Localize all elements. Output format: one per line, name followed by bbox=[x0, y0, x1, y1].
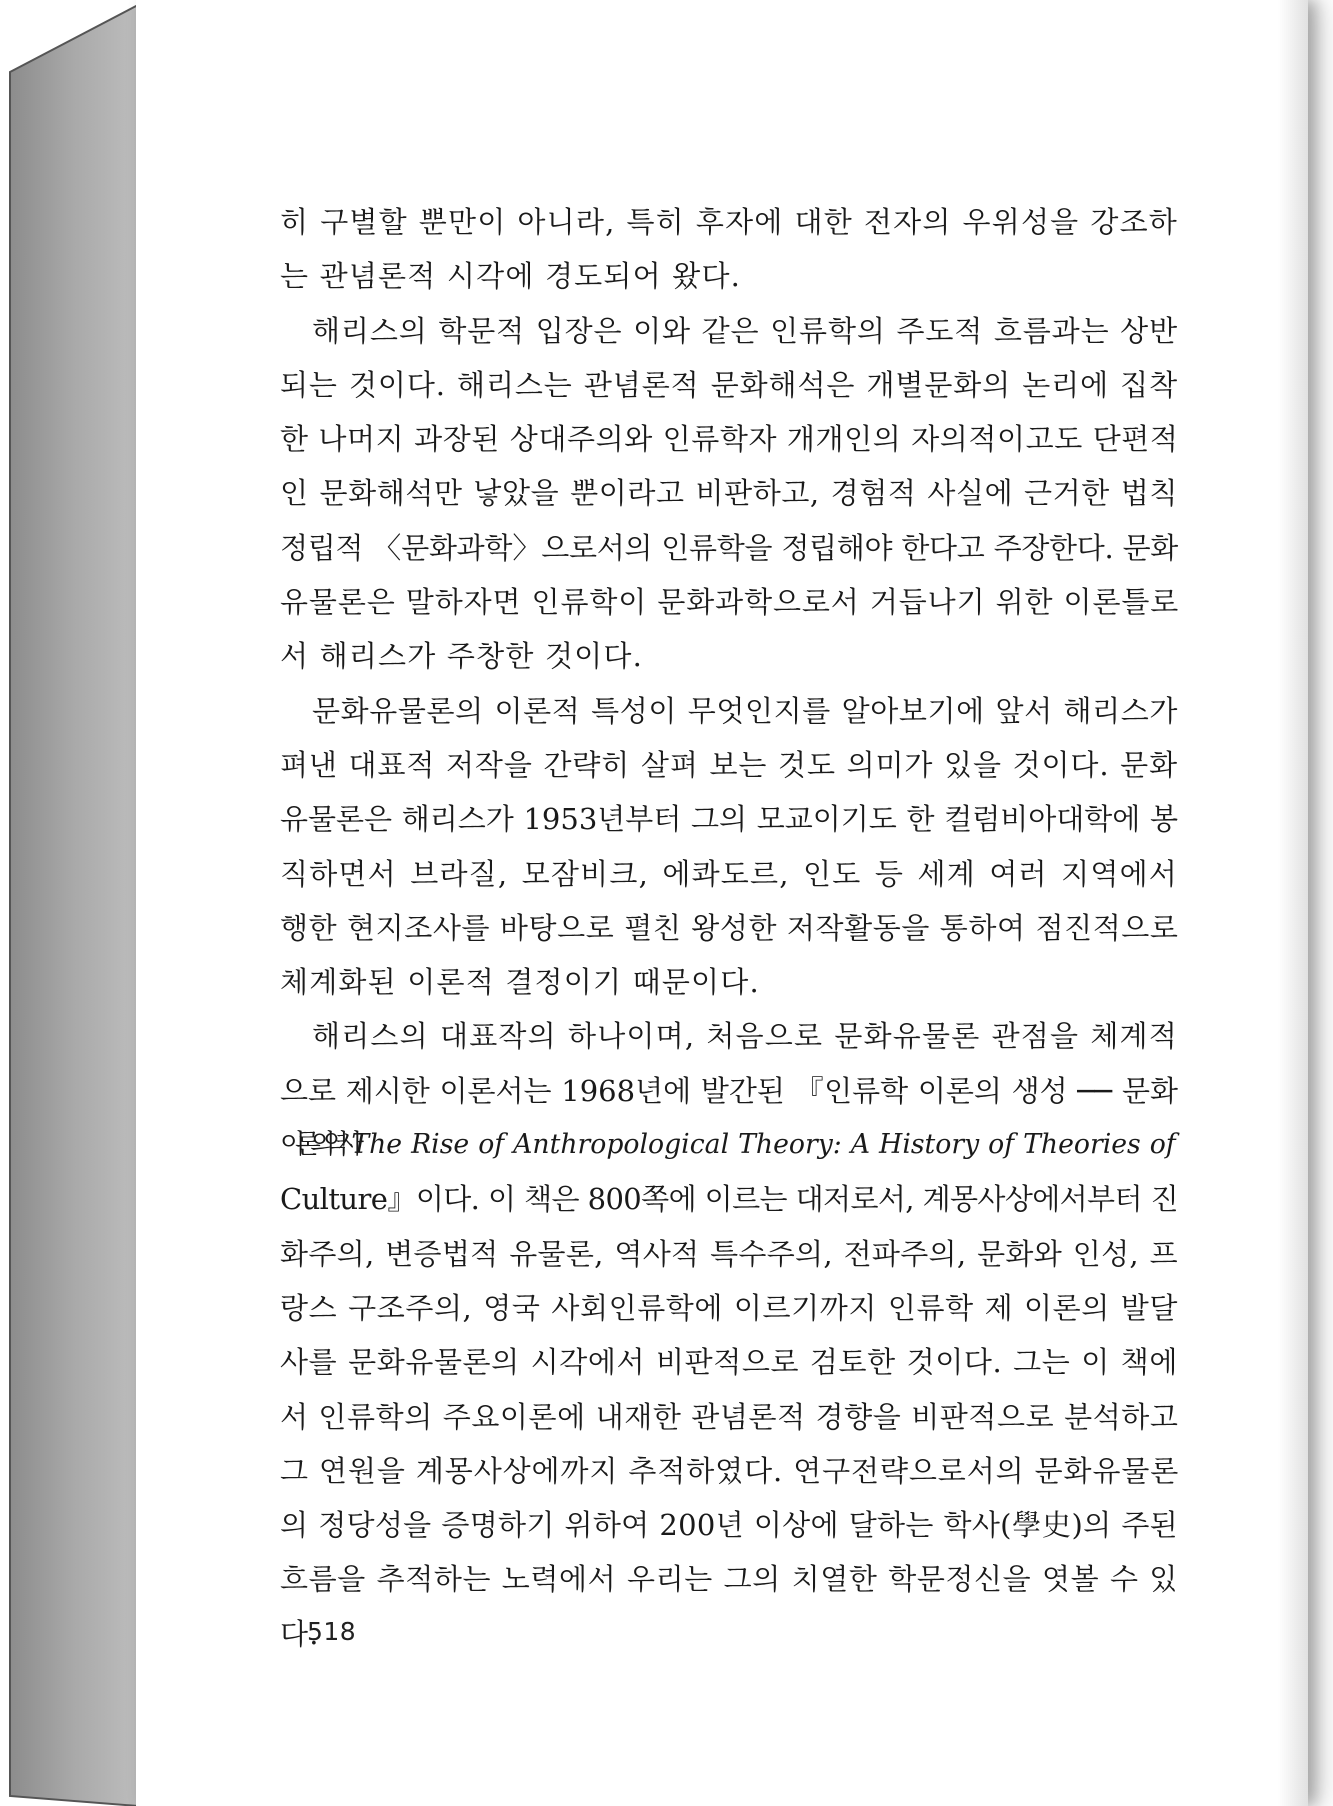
text-line: 다. bbox=[280, 1616, 320, 1651]
text-line-with-title bbox=[280, 1118, 1178, 1172]
page-number: 518 bbox=[307, 1617, 357, 1646]
text-line: 되는 것이다. 해리스는 관념론적 문화해석은 개별문화의 논리에 집착 bbox=[280, 367, 1178, 402]
text-line: 인 문화해석만 낳았을 뿐이라고 비판하고, 경험적 사실에 근거한 법칙 bbox=[280, 476, 1178, 511]
page-edge-shadow bbox=[1278, 0, 1308, 1806]
text-line: 정립적 〈문화과학〉으로서의 인류학을 정립해야 한다고 주장한다. 문화 bbox=[280, 530, 1178, 565]
text-line: 는 관념론적 시각에 경도되어 왔다. bbox=[280, 259, 742, 294]
text-line: 한 나머지 과장된 상대주의와 인류학자 개개인의 자의적이고도 단편적 bbox=[280, 422, 1179, 457]
text-line: Culture』이다. 이 책은 800쪽에 이르는 대저로서, 계몽사상에서부터 진 bbox=[280, 1182, 1178, 1217]
text-line: 펴낸 대표적 저작을 간략히 살펴 보는 것도 의미가 있을 것이다. 문화 bbox=[280, 747, 1178, 782]
text-line: 히 구별할 뿐만이 아니라, 특히 후자에 대한 전자의 우위성을 강조하 bbox=[280, 205, 1178, 239]
text-line: 서 해리스가 주창한 것이다. bbox=[280, 639, 644, 674]
text-line: 사를 문화유물론의 시각에서 비판적으로 검토한 것이다. 그는 이 책에 bbox=[280, 1345, 1178, 1380]
text-line: 화주의, 변증법적 유물론, 역사적 특수주의, 전파주의, 문화와 인성, 프 bbox=[280, 1236, 1178, 1271]
text-line: 서 인류학의 주요이론에 내재한 관념론적 경향을 비판적으로 분석하고 bbox=[280, 1399, 1179, 1434]
text-line: 체계화된 이론적 결정이기 때문이다. bbox=[280, 965, 760, 1000]
text-line: 유물론은 해리스가 1953년부터 그의 모교이기도 한 컬럼비아대학에 봉 bbox=[280, 802, 1178, 837]
book-title-italic: The Rise of Anthropological Theory: A History of Theories of bbox=[351, 1129, 1176, 1161]
text-line: 그 연원을 계몽사상에까지 추적하였다. 연구전략으로서의 문화유물론 bbox=[280, 1453, 1180, 1488]
text-line: 의 정당성을 증명하기 위하여 200년 이상에 달하는 학사(學史)의 주된 bbox=[280, 1508, 1178, 1543]
text-line: 해리스의 학문적 입장은 이와 같은 인류학의 주도적 흐름과는 상반 bbox=[312, 313, 1178, 348]
text-line: 랑스 구조주의, 영국 사회인류학에 이르기까지 인류학 제 이론의 발달 bbox=[280, 1290, 1178, 1325]
text-line: 직하면서 브라질, 모잠비크, 에콰도르, 인도 등 세계 여러 지역에서 bbox=[280, 856, 1178, 891]
text-line: 유물론은 말하자면 인류학이 문화과학으로서 거듭나기 위한 이론틀로 bbox=[280, 585, 1180, 620]
text-line: 행한 현지조사를 바탕으로 펼친 왕성한 저작활동을 통하여 점진적으로 bbox=[280, 910, 1179, 945]
text-line: 해리스의 대표작의 하나이며, 처음으로 문화유물론 관점을 체계적 bbox=[312, 1019, 1178, 1054]
text-line: 으로 제시한 이론서는 1968년에 발간된 『인류학 이론의 생성 ── 문화 bbox=[280, 1073, 1178, 1108]
text-line: 흐름을 추적하는 노력에서 우리는 그의 치열한 학문정신을 엿볼 수 있 bbox=[280, 1562, 1178, 1597]
text-line: 문화유물론의 이론적 특성이 무엇인지를 알아보기에 앞서 해리스가 bbox=[312, 693, 1178, 728]
body-text bbox=[280, 195, 1178, 1661]
text-fragment: 이론의 역사 bbox=[280, 1129, 354, 1161]
